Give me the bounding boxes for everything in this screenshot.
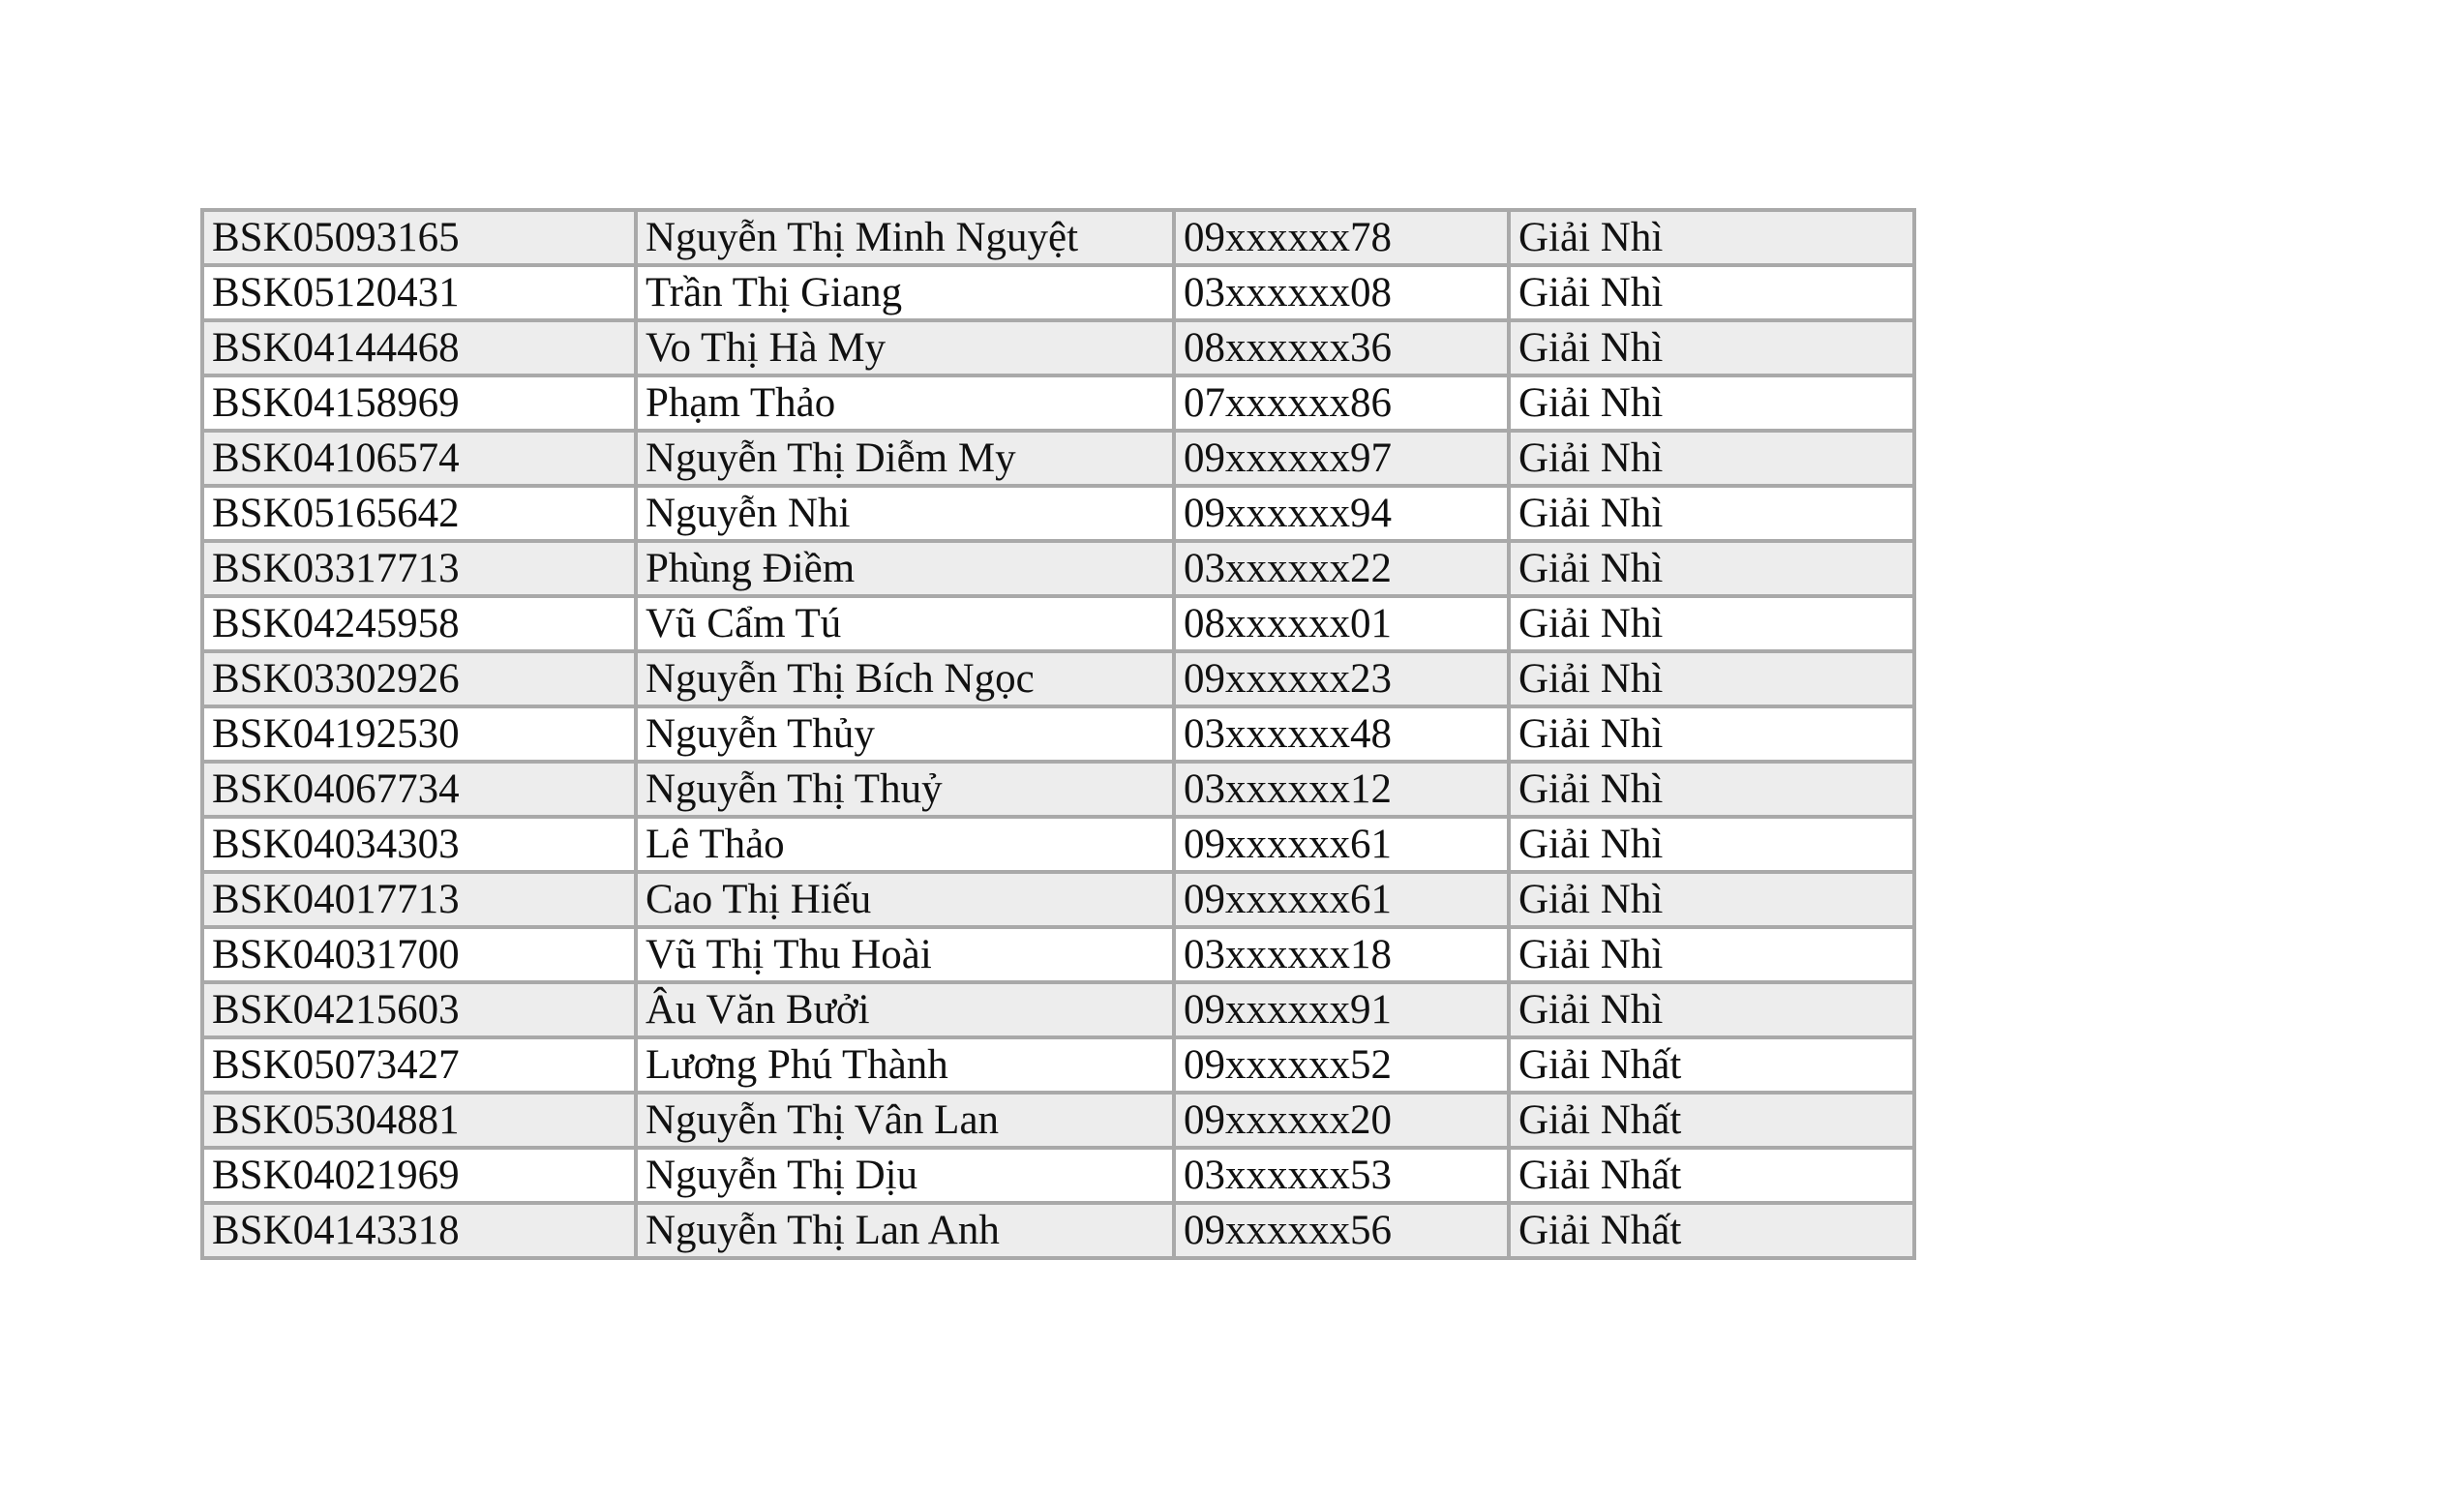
phone-number-cell: 08xxxxxx36 (1174, 320, 1509, 375)
table-row (202, 872, 1914, 927)
prize-cell: Giải Nhì (1509, 210, 1914, 265)
table-row (202, 596, 1914, 651)
customer-name-cell: Âu Văn Bưởi (636, 982, 1174, 1037)
customer-code-cell: BSK05304881 (202, 1093, 636, 1148)
table-row (202, 431, 1914, 486)
customer-name-cell: Nguyễn Thị Vân Lan (636, 1093, 1174, 1148)
customer-name-cell: Phạm Thảo (636, 375, 1174, 431)
customer-name-cell: Nguyễn Thủy (636, 706, 1174, 762)
customer-name-cell: Nguyễn Thị Diễm My (636, 431, 1174, 486)
table-row (202, 265, 1914, 320)
customer-code-cell: BSK03302926 (202, 651, 636, 706)
customer-name-cell: Lương Phú Thành (636, 1037, 1174, 1093)
table-row (202, 320, 1914, 375)
phone-number-cell: 03xxxxxx18 (1174, 927, 1509, 982)
prize-cell: Giải Nhì (1509, 982, 1914, 1037)
phone-number-cell: 09xxxxxx20 (1174, 1093, 1509, 1148)
table-row (202, 706, 1914, 762)
customer-code-cell: BSK04031700 (202, 927, 636, 982)
customer-name-cell: Lê Thảo (636, 817, 1174, 872)
phone-number-cell: 09xxxxxx56 (1174, 1203, 1509, 1258)
prize-cell: Giải Nhì (1509, 872, 1914, 927)
prize-cell: Giải Nhì (1509, 927, 1914, 982)
phone-number-cell: 03xxxxxx22 (1174, 541, 1509, 596)
winners-table-body (202, 210, 1914, 1258)
phone-number-cell: 08xxxxxx01 (1174, 596, 1509, 651)
customer-code-cell: BSK04245958 (202, 596, 636, 651)
phone-number-cell: 03xxxxxx08 (1174, 265, 1509, 320)
customer-name-cell: Cao Thị Hiếu (636, 872, 1174, 927)
table-row (202, 1093, 1914, 1148)
phone-number-cell: 03xxxxxx12 (1174, 762, 1509, 817)
customer-name-cell: Trần Thị Giang (636, 265, 1174, 320)
prize-cell: Giải Nhì (1509, 762, 1914, 817)
customer-name-cell: Nguyễn Thị Minh Nguyệt (636, 210, 1174, 265)
phone-number-cell: 03xxxxxx53 (1174, 1148, 1509, 1203)
phone-number-cell: 09xxxxxx91 (1174, 982, 1509, 1037)
customer-code-cell: BSK04158969 (202, 375, 636, 431)
customer-name-cell: Phùng Điềm (636, 541, 1174, 596)
customer-name-cell: Nguyễn Thị Thuỷ (636, 762, 1174, 817)
phone-number-cell: 09xxxxxx94 (1174, 486, 1509, 541)
prize-cell: Giải Nhì (1509, 375, 1914, 431)
customer-name-cell: Vo Thị Hà My (636, 320, 1174, 375)
prize-cell: Giải Nhì (1509, 706, 1914, 762)
prize-cell: Giải Nhất (1509, 1093, 1914, 1148)
customer-code-cell: BSK04215603 (202, 982, 636, 1037)
customer-name-cell: Nguyễn Nhi (636, 486, 1174, 541)
customer-code-cell: BSK04106574 (202, 431, 636, 486)
prize-cell: Giải Nhì (1509, 541, 1914, 596)
table-row (202, 927, 1914, 982)
prize-cell: Giải Nhất (1509, 1148, 1914, 1203)
table-row (202, 375, 1914, 431)
phone-number-cell: 09xxxxxx97 (1174, 431, 1509, 486)
phone-number-cell: 03xxxxxx48 (1174, 706, 1509, 762)
customer-name-cell: Vũ Thị Thu Hoài (636, 927, 1174, 982)
prize-cell: Giải Nhì (1509, 265, 1914, 320)
prize-cell: Giải Nhì (1509, 596, 1914, 651)
table-row (202, 210, 1914, 265)
prize-cell: Giải Nhì (1509, 486, 1914, 541)
prize-cell: Giải Nhì (1509, 817, 1914, 872)
phone-number-cell: 09xxxxxx78 (1174, 210, 1509, 265)
table-row (202, 1203, 1914, 1258)
customer-code-cell: BSK04143318 (202, 1203, 636, 1258)
table-row (202, 982, 1914, 1037)
customer-code-cell: BSK05165642 (202, 486, 636, 541)
customer-code-cell: BSK05073427 (202, 1037, 636, 1093)
winners-table (200, 208, 1916, 1260)
prize-cell: Giải Nhất (1509, 1037, 1914, 1093)
table-row (202, 541, 1914, 596)
customer-code-cell: BSK05093165 (202, 210, 636, 265)
prize-cell: Giải Nhì (1509, 431, 1914, 486)
customer-name-cell: Nguyễn Thị Bích Ngọc (636, 651, 1174, 706)
prize-cell: Giải Nhì (1509, 320, 1914, 375)
table-row (202, 1148, 1914, 1203)
customer-code-cell: BSK04067734 (202, 762, 636, 817)
phone-number-cell: 09xxxxxx61 (1174, 872, 1509, 927)
prize-cell: Giải Nhì (1509, 651, 1914, 706)
table-row (202, 486, 1914, 541)
table-row (202, 817, 1914, 872)
table-row (202, 1037, 1914, 1093)
customer-name-cell: Nguyễn Thị Lan Anh (636, 1203, 1174, 1258)
phone-number-cell: 09xxxxxx52 (1174, 1037, 1509, 1093)
customer-code-cell: BSK03317713 (202, 541, 636, 596)
customer-name-cell: Vũ Cẩm Tú (636, 596, 1174, 651)
customer-code-cell: BSK04034303 (202, 817, 636, 872)
customer-code-cell: BSK04017713 (202, 872, 636, 927)
phone-number-cell: 09xxxxxx61 (1174, 817, 1509, 872)
phone-number-cell: 07xxxxxx86 (1174, 375, 1509, 431)
table-row (202, 762, 1914, 817)
phone-number-cell: 09xxxxxx23 (1174, 651, 1509, 706)
customer-code-cell: BSK04144468 (202, 320, 636, 375)
customer-code-cell: BSK05120431 (202, 265, 636, 320)
prize-cell: Giải Nhất (1509, 1203, 1914, 1258)
customer-name-cell: Nguyễn Thị Dịu (636, 1148, 1174, 1203)
customer-code-cell: BSK04192530 (202, 706, 636, 762)
table-row (202, 651, 1914, 706)
customer-code-cell: BSK04021969 (202, 1148, 636, 1203)
